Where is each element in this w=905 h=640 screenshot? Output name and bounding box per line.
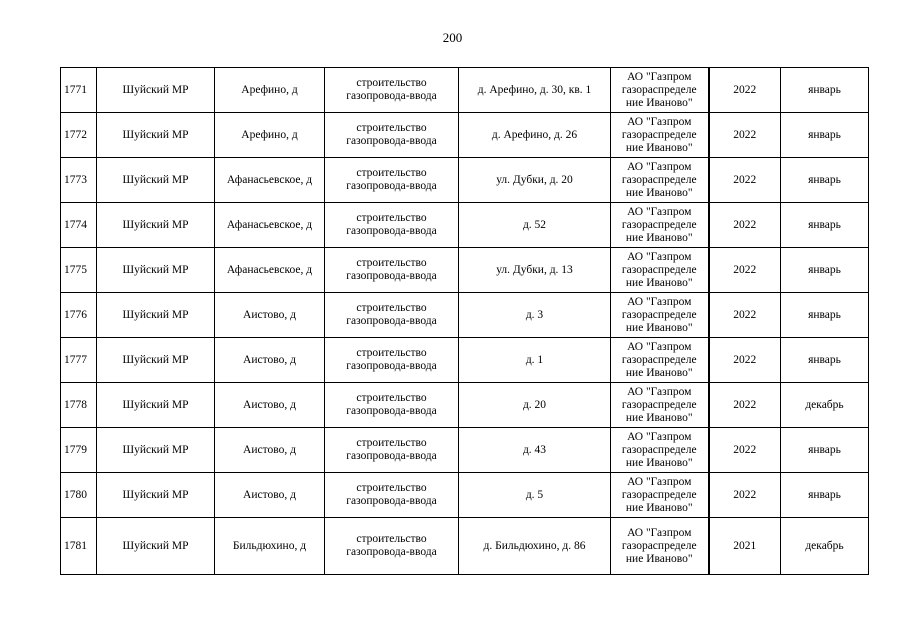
table-row [61, 428, 869, 473]
address-cell: д. Арефино, д. 30, кв. 1 [459, 68, 611, 113]
address-cell: д. 5 [459, 473, 611, 518]
work-type-line: строительство [356, 482, 427, 494]
organization-line: ние Иваново" [625, 231, 693, 244]
organization-line: ние Иваново" [625, 366, 693, 379]
organization-line: АО "Газпром [627, 205, 692, 218]
organization-line: АО "Газпром [627, 385, 692, 398]
month-cell: декабрь [781, 518, 869, 575]
row-number: 1776 [61, 293, 97, 338]
work-type-cell [325, 383, 459, 428]
year-cell: 2022 [709, 248, 781, 293]
month-cell: январь [781, 203, 869, 248]
district-cell: Шуйский МР [97, 293, 215, 338]
work-type-cell [325, 113, 459, 158]
organization-line: ние Иваново" [625, 141, 693, 154]
organization-line: АО "Газпром [627, 475, 692, 488]
row-number: 1779 [61, 428, 97, 473]
organization-line: газораспределе [621, 488, 697, 501]
settlement-cell: Бильдюхино, д [215, 518, 325, 575]
month-cell: январь [781, 293, 869, 338]
work-type-cell [325, 203, 459, 248]
row-number: 1781 [61, 518, 97, 575]
organization-line: газораспределе [621, 128, 697, 141]
work-type-line: газопровода-ввода [346, 450, 437, 462]
work-type-line: газопровода-ввода [346, 360, 437, 372]
settlement-cell: Аистово, д [215, 293, 325, 338]
month-cell: январь [781, 248, 869, 293]
organization-cell [611, 68, 709, 113]
address-cell: д. 1 [459, 338, 611, 383]
month-cell: январь [781, 68, 869, 113]
year-cell: 2022 [709, 428, 781, 473]
organization-line: газораспределе [621, 218, 697, 231]
work-type-line: газопровода-ввода [346, 225, 437, 237]
district-cell: Шуйский МР [97, 158, 215, 203]
settlement-cell: Аистово, д [215, 428, 325, 473]
month-cell: январь [781, 473, 869, 518]
address-cell: ул. Дубки, д. 13 [459, 248, 611, 293]
table-row [61, 158, 869, 203]
work-type-line: строительство [356, 437, 427, 449]
work-type-line: газопровода-ввода [346, 546, 437, 558]
row-number: 1773 [61, 158, 97, 203]
organization-line: газораспределе [621, 398, 697, 411]
table-row [61, 203, 869, 248]
organization-line: АО "Газпром [627, 295, 692, 308]
row-number: 1775 [61, 248, 97, 293]
district-cell: Шуйский МР [97, 518, 215, 575]
district-cell: Шуйский МР [97, 473, 215, 518]
organization-line: ние Иваново" [625, 552, 693, 565]
row-number: 1774 [61, 203, 97, 248]
organization-line: АО "Газпром [627, 526, 692, 539]
organization-line: газораспределе [621, 83, 697, 96]
year-cell: 2022 [709, 203, 781, 248]
work-type-cell [325, 248, 459, 293]
row-number: 1780 [61, 473, 97, 518]
district-cell: Шуйский МР [97, 203, 215, 248]
address-cell: д. 3 [459, 293, 611, 338]
year-cell: 2022 [709, 383, 781, 428]
organization-cell [611, 113, 709, 158]
work-type-line: строительство [356, 392, 427, 404]
address-cell: д. Бильдюхино, д. 86 [459, 518, 611, 575]
organization-line: АО "Газпром [627, 115, 692, 128]
organization-line: ние Иваново" [625, 456, 693, 469]
settlement-cell: Аистово, д [215, 473, 325, 518]
table-row [61, 473, 869, 518]
year-cell: 2021 [709, 518, 781, 575]
settlement-cell: Афанасьевское, д [215, 203, 325, 248]
organization-line: АО "Газпром [627, 70, 692, 83]
address-cell: д. 52 [459, 203, 611, 248]
organization-line: АО "Газпром [627, 430, 692, 443]
district-cell: Шуйский МР [97, 383, 215, 428]
row-number: 1772 [61, 113, 97, 158]
organization-line: газораспределе [621, 353, 697, 366]
organization-line: газораспределе [621, 443, 697, 456]
year-cell: 2022 [709, 158, 781, 203]
organization-cell [611, 158, 709, 203]
organization-line: газораспределе [621, 173, 697, 186]
organization-cell [611, 428, 709, 473]
table-row [61, 293, 869, 338]
page-number: 200 [442, 30, 463, 45]
table-row [61, 383, 869, 428]
address-cell: д. 20 [459, 383, 611, 428]
settlement-cell: Афанасьевское, д [215, 158, 325, 203]
organization-cell [611, 338, 709, 383]
work-type-cell [325, 293, 459, 338]
settlement-cell: Арефино, д [215, 68, 325, 113]
organization-line: АО "Газпром [627, 160, 692, 173]
table-row [61, 113, 869, 158]
year-cell: 2022 [709, 338, 781, 383]
organization-cell [611, 383, 709, 428]
year-cell: 2022 [709, 113, 781, 158]
table-body [61, 68, 869, 575]
organization-line: ние Иваново" [625, 186, 693, 199]
organization-cell [611, 293, 709, 338]
registry-table [60, 67, 869, 575]
work-type-cell [325, 158, 459, 203]
district-cell: Шуйский МР [97, 338, 215, 383]
district-cell: Шуйский МР [97, 248, 215, 293]
address-cell: ул. Дубки, д. 20 [459, 158, 611, 203]
year-cell: 2022 [709, 68, 781, 113]
month-cell: январь [781, 428, 869, 473]
work-type-line: строительство [356, 302, 427, 314]
work-type-line: газопровода-ввода [346, 315, 437, 327]
organization-line: газораспределе [621, 539, 697, 552]
work-type-line: строительство [356, 347, 427, 359]
work-type-cell [325, 473, 459, 518]
organization-cell [611, 473, 709, 518]
district-cell: Шуйский МР [97, 428, 215, 473]
organization-line: ние Иваново" [625, 411, 693, 424]
organization-line: ние Иваново" [625, 96, 693, 109]
work-type-line: газопровода-ввода [346, 405, 437, 417]
settlement-cell: Аистово, д [215, 338, 325, 383]
work-type-line: строительство [356, 122, 427, 134]
district-cell: Шуйский МР [97, 113, 215, 158]
work-type-line: строительство [356, 212, 427, 224]
organization-line: АО "Газпром [627, 340, 692, 353]
address-cell: д. 43 [459, 428, 611, 473]
work-type-line: газопровода-ввода [346, 135, 437, 147]
district-cell: Шуйский МР [97, 68, 215, 113]
organization-line: газораспределе [621, 263, 697, 276]
work-type-cell [325, 518, 459, 575]
work-type-line: газопровода-ввода [346, 495, 437, 507]
work-type-line: газопровода-ввода [346, 180, 437, 192]
work-type-cell [325, 338, 459, 383]
settlement-cell: Аистово, д [215, 383, 325, 428]
table-row [61, 338, 869, 383]
work-type-line: строительство [356, 167, 427, 179]
month-cell: январь [781, 113, 869, 158]
work-type-line: строительство [356, 257, 427, 269]
organization-cell [611, 248, 709, 293]
organization-line: ние Иваново" [625, 321, 693, 334]
work-type-line: строительство [356, 77, 427, 89]
organization-line: газораспределе [621, 308, 697, 321]
table-row [61, 68, 869, 113]
month-cell: январь [781, 338, 869, 383]
row-number: 1771 [61, 68, 97, 113]
year-cell: 2022 [709, 473, 781, 518]
organization-line: ние Иваново" [625, 276, 693, 289]
year-cell: 2022 [709, 293, 781, 338]
work-type-cell [325, 68, 459, 113]
work-type-line: газопровода-ввода [346, 270, 437, 282]
table-row [61, 518, 869, 575]
settlement-cell: Арефино, д [215, 113, 325, 158]
table-row [61, 248, 869, 293]
organization-cell [611, 518, 709, 575]
work-type-line: газопровода-ввода [346, 90, 437, 102]
month-cell: декабрь [781, 383, 869, 428]
address-cell: д. Арефино, д. 26 [459, 113, 611, 158]
settlement-cell: Афанасьевское, д [215, 248, 325, 293]
row-number: 1777 [61, 338, 97, 383]
organization-line: ние Иваново" [625, 501, 693, 514]
row-number: 1778 [61, 383, 97, 428]
work-type-line: строительство [356, 533, 427, 545]
month-cell: январь [781, 158, 869, 203]
organization-cell [611, 203, 709, 248]
work-type-cell [325, 428, 459, 473]
organization-line: АО "Газпром [627, 250, 692, 263]
